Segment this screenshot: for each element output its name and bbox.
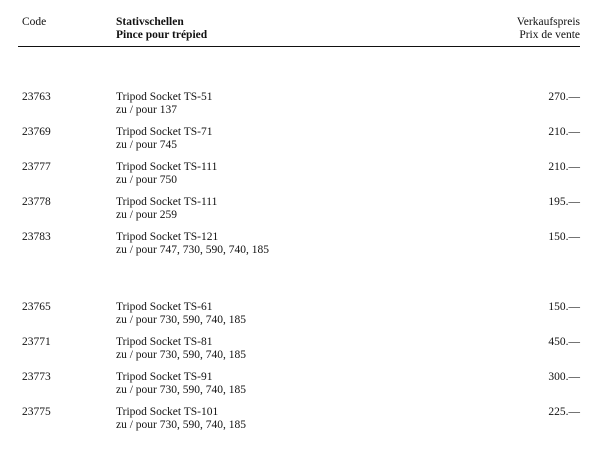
item-name: Tripod Socket TS-81 xyxy=(116,336,213,348)
item-price: 150.— xyxy=(548,301,580,313)
table-row xyxy=(18,371,580,399)
table-row xyxy=(18,91,580,119)
item-code: 23775 xyxy=(22,406,51,418)
item-name: Tripod Socket TS-121 xyxy=(116,231,219,243)
item-description xyxy=(116,231,269,257)
header-description xyxy=(116,16,207,42)
item-code: 23783 xyxy=(22,231,51,243)
header-price xyxy=(517,16,580,42)
table-row xyxy=(18,231,580,259)
table-row xyxy=(18,336,580,364)
item-description xyxy=(116,301,246,327)
item-description xyxy=(116,126,213,152)
item-code: 23771 xyxy=(22,336,51,348)
item-name: Tripod Socket TS-111 xyxy=(116,161,218,173)
item-code: 23773 xyxy=(22,371,51,383)
table-row xyxy=(18,126,580,154)
item-name: Tripod Socket TS-51 xyxy=(116,91,213,103)
table-row xyxy=(18,161,580,189)
item-code: 23765 xyxy=(22,301,51,313)
header-code: Code xyxy=(22,16,47,28)
header-price-fr: Prix de vente xyxy=(519,29,580,41)
item-price: 195.— xyxy=(548,196,580,208)
item-name: Tripod Socket TS-61 xyxy=(116,301,213,313)
item-name: Tripod Socket TS-91 xyxy=(116,371,213,383)
item-code: 23769 xyxy=(22,126,51,138)
item-compatibility: zu / pour 730, 590, 740, 185 xyxy=(116,419,247,431)
item-compatibility: zu / pour 137 xyxy=(116,104,178,116)
item-description xyxy=(116,371,246,397)
item-code: 23777 xyxy=(22,161,51,173)
table-row xyxy=(18,406,580,434)
header-price-de: Verkaufspreis xyxy=(516,16,580,28)
item-compatibility: zu / pour 730, 590, 740, 185 xyxy=(116,384,247,396)
item-price: 450.— xyxy=(548,336,580,348)
item-description xyxy=(116,91,213,117)
item-price: 300.— xyxy=(548,371,580,383)
table-header xyxy=(18,16,580,47)
item-description xyxy=(116,336,246,362)
item-price: 225.— xyxy=(548,406,580,418)
item-compatibility: zu / pour 730, 590, 740, 185 xyxy=(116,314,247,326)
item-description xyxy=(116,161,217,187)
item-price: 210.— xyxy=(548,126,580,138)
item-price: 150.— xyxy=(548,231,580,243)
item-price: 270.— xyxy=(548,91,580,103)
item-description xyxy=(116,196,217,222)
item-compatibility: zu / pour 747, 730, 590, 740, 185 xyxy=(116,244,270,256)
table-row xyxy=(18,196,580,224)
item-name: Tripod Socket TS-101 xyxy=(116,406,219,418)
item-name: Tripod Socket TS-71 xyxy=(116,126,213,138)
item-compatibility: zu / pour 259 xyxy=(116,209,178,221)
item-code: 23763 xyxy=(22,91,51,103)
item-compatibility: zu / pour 730, 590, 740, 185 xyxy=(116,349,247,361)
item-code: 23778 xyxy=(22,196,51,208)
item-price: 210.— xyxy=(548,161,580,173)
header-description-fr: Pince pour trépied xyxy=(116,29,208,41)
item-compatibility: zu / pour 745 xyxy=(116,139,178,151)
table-row xyxy=(18,301,580,329)
header-description-de: Stativschellen xyxy=(116,16,184,28)
item-description xyxy=(116,406,246,432)
item-name: Tripod Socket TS-111 xyxy=(116,196,218,208)
item-compatibility: zu / pour 750 xyxy=(116,174,178,186)
